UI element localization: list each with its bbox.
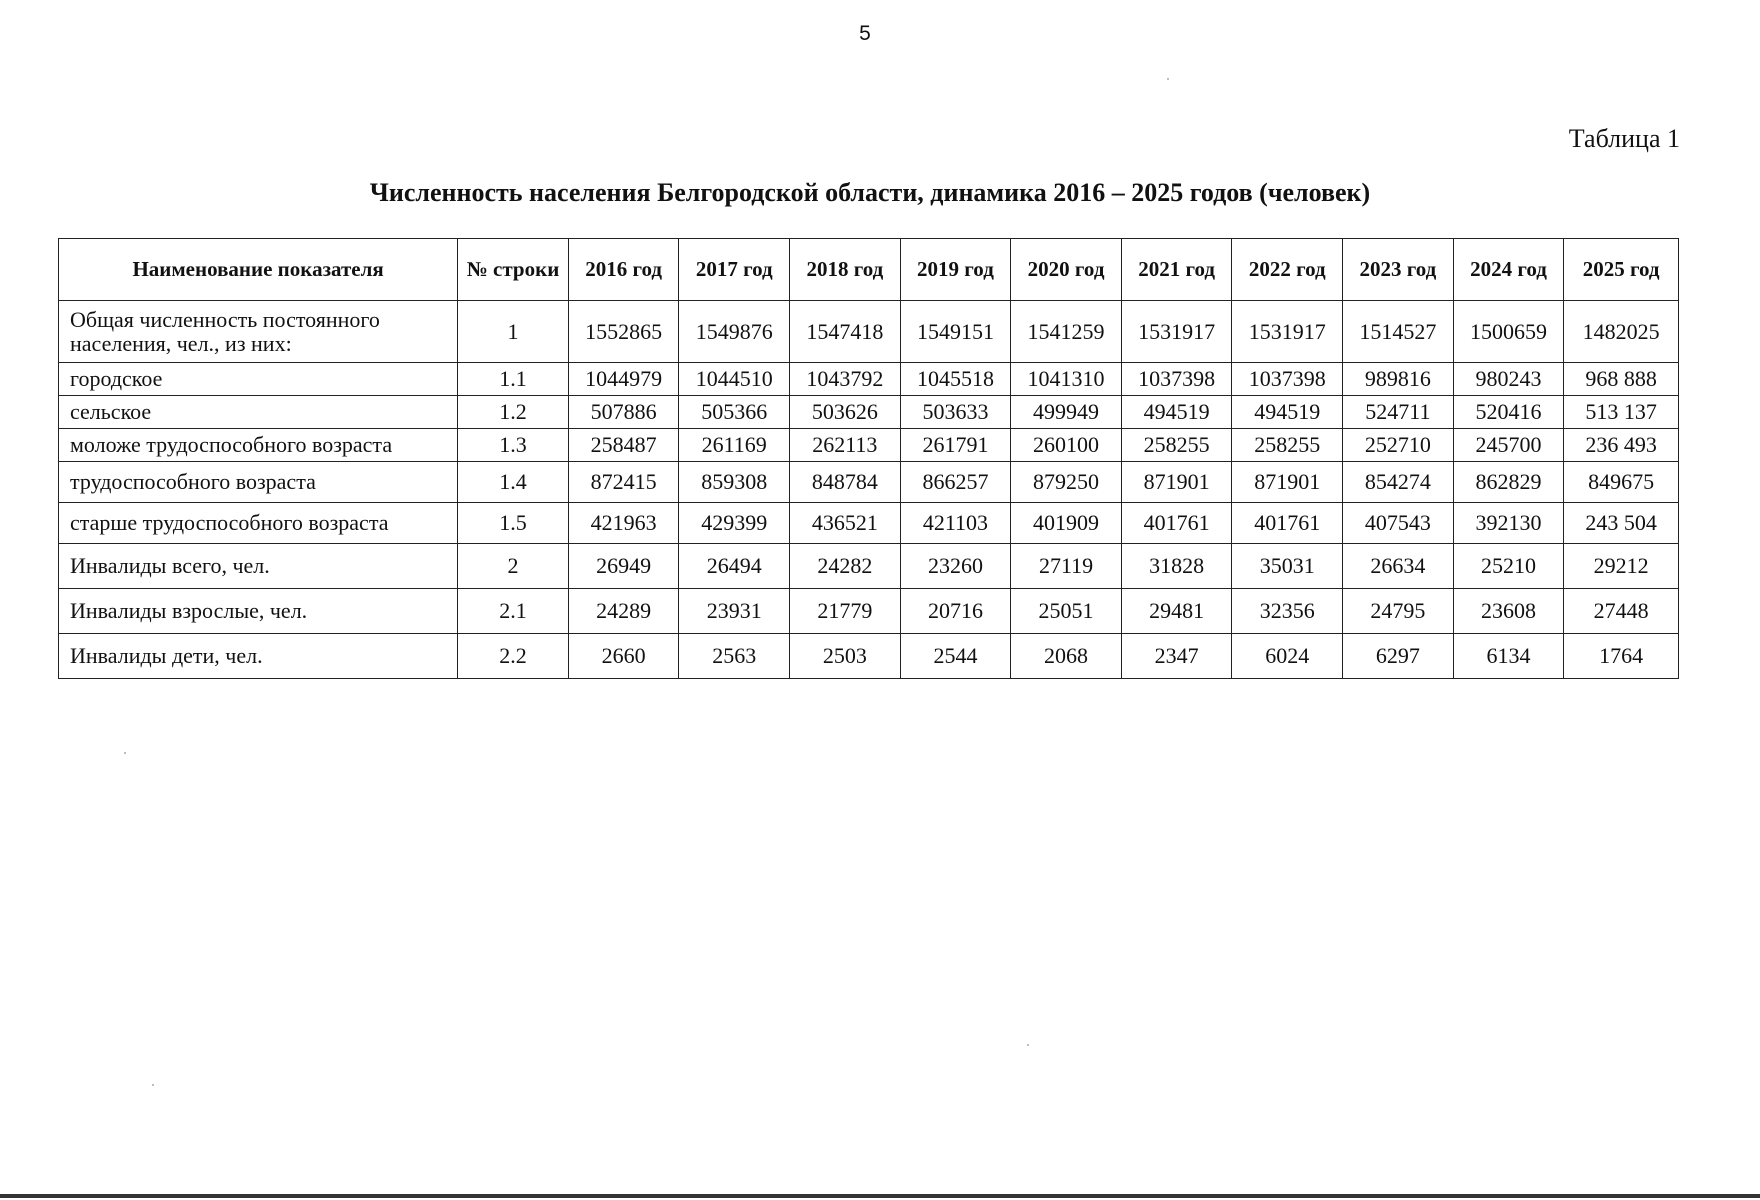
value-cell: 252710 — [1343, 429, 1454, 462]
value-cell: 401761 — [1232, 503, 1343, 544]
table-row — [59, 462, 1679, 503]
value-cell: 1764 — [1564, 634, 1679, 679]
value-cell: 26634 — [1343, 544, 1454, 589]
value-cell: 243 504 — [1564, 503, 1679, 544]
page-number: 5 — [859, 22, 871, 45]
value-cell: 429399 — [679, 503, 790, 544]
table-header-row — [59, 239, 1679, 301]
row-number-cell: 1.3 — [458, 429, 569, 462]
value-cell: 989816 — [1343, 363, 1454, 396]
value-cell: 848784 — [790, 462, 901, 503]
value-cell: 23260 — [900, 544, 1011, 589]
indicator-name-cell: Инвалиды дети, чел. — [59, 634, 458, 679]
value-cell: 872415 — [568, 462, 679, 503]
indicator-name-cell: городское — [59, 363, 458, 396]
scan-speck — [1027, 1044, 1029, 1046]
header-year: 2019 год — [900, 239, 1011, 301]
table-row — [59, 589, 1679, 634]
table-row — [59, 634, 1679, 679]
table-row — [59, 396, 1679, 429]
value-cell: 24282 — [790, 544, 901, 589]
value-cell: 862829 — [1453, 462, 1564, 503]
scan-speck — [124, 752, 126, 754]
value-cell: 513 137 — [1564, 396, 1679, 429]
value-cell: 421103 — [900, 503, 1011, 544]
value-cell: 260100 — [1011, 429, 1122, 462]
value-cell: 507886 — [568, 396, 679, 429]
row-number-cell: 1.2 — [458, 396, 569, 429]
row-number-cell: 1 — [458, 301, 569, 363]
value-cell: 23608 — [1453, 589, 1564, 634]
value-cell: 2660 — [568, 634, 679, 679]
value-cell: 27448 — [1564, 589, 1679, 634]
row-number-cell: 1.5 — [458, 503, 569, 544]
row-number-cell: 2.2 — [458, 634, 569, 679]
value-cell: 1500659 — [1453, 301, 1564, 363]
value-cell: 29212 — [1564, 544, 1679, 589]
value-cell: 503626 — [790, 396, 901, 429]
row-number-cell: 2 — [458, 544, 569, 589]
value-cell: 236 493 — [1564, 429, 1679, 462]
value-cell: 24289 — [568, 589, 679, 634]
value-cell: 1037398 — [1232, 363, 1343, 396]
indicator-name-cell: сельское — [59, 396, 458, 429]
value-cell: 1045518 — [900, 363, 1011, 396]
indicator-name-cell: Инвалиды взрослые, чел. — [59, 589, 458, 634]
value-cell: 871901 — [1121, 462, 1232, 503]
value-cell: 6134 — [1453, 634, 1564, 679]
value-cell: 879250 — [1011, 462, 1122, 503]
page-bottom-edge — [0, 1194, 1760, 1198]
table-body — [59, 301, 1679, 679]
table-row — [59, 363, 1679, 396]
value-cell: 21779 — [790, 589, 901, 634]
document-title: Численность населения Белгородской области, динамика 2016 – 2025 годов (человек) — [369, 178, 1371, 207]
indicator-name-cell: моложе трудоспособного возраста — [59, 429, 458, 462]
table-row — [59, 503, 1679, 544]
value-cell: 1549151 — [900, 301, 1011, 363]
value-cell: 1531917 — [1232, 301, 1343, 363]
value-cell: 1041310 — [1011, 363, 1122, 396]
value-cell: 1037398 — [1121, 363, 1232, 396]
value-cell: 499949 — [1011, 396, 1122, 429]
table-row — [59, 429, 1679, 462]
value-cell: 6024 — [1232, 634, 1343, 679]
value-cell: 1482025 — [1564, 301, 1679, 363]
table-row — [59, 301, 1679, 363]
value-cell: 866257 — [900, 462, 1011, 503]
value-cell: 859308 — [679, 462, 790, 503]
population-table — [58, 238, 1679, 679]
header-indicator-name: Наименование показателя — [59, 239, 458, 301]
value-cell: 32356 — [1232, 589, 1343, 634]
value-cell: 29481 — [1121, 589, 1232, 634]
value-cell: 520416 — [1453, 396, 1564, 429]
value-cell: 24795 — [1343, 589, 1454, 634]
indicator-name-cell: Инвалиды всего, чел. — [59, 544, 458, 589]
value-cell: 262113 — [790, 429, 901, 462]
value-cell: 1552865 — [568, 301, 679, 363]
value-cell: 35031 — [1232, 544, 1343, 589]
header-year: 2022 год — [1232, 239, 1343, 301]
value-cell: 1549876 — [679, 301, 790, 363]
header-year: 2021 год — [1121, 239, 1232, 301]
value-cell: 2068 — [1011, 634, 1122, 679]
value-cell: 2544 — [900, 634, 1011, 679]
header-year: 2018 год — [790, 239, 901, 301]
header-year: 2025 год — [1564, 239, 1679, 301]
scan-speck — [1167, 78, 1169, 80]
value-cell: 1541259 — [1011, 301, 1122, 363]
value-cell: 6297 — [1343, 634, 1454, 679]
scan-speck — [152, 1084, 154, 1086]
value-cell: 26494 — [679, 544, 790, 589]
value-cell: 1547418 — [790, 301, 901, 363]
value-cell: 258255 — [1232, 429, 1343, 462]
value-cell: 1514527 — [1343, 301, 1454, 363]
value-cell: 1531917 — [1121, 301, 1232, 363]
value-cell: 23931 — [679, 589, 790, 634]
value-cell: 494519 — [1121, 396, 1232, 429]
value-cell: 436521 — [790, 503, 901, 544]
indicator-name-cell: трудоспособного возраста — [59, 462, 458, 503]
row-number-cell: 1.1 — [458, 363, 569, 396]
header-year: 2017 год — [679, 239, 790, 301]
value-cell: 31828 — [1121, 544, 1232, 589]
indicator-name-cell: Общая численность постоянного населения, чел., из них: — [59, 301, 458, 363]
value-cell: 968 888 — [1564, 363, 1679, 396]
indicator-name-cell: старше трудоспособного возраста — [59, 503, 458, 544]
header-year: 2023 год — [1343, 239, 1454, 301]
value-cell: 261169 — [679, 429, 790, 462]
value-cell: 25051 — [1011, 589, 1122, 634]
header-year: 2024 год — [1453, 239, 1564, 301]
table-label: Таблица 1 — [1568, 124, 1680, 153]
value-cell: 980243 — [1453, 363, 1564, 396]
row-number-cell: 2.1 — [458, 589, 569, 634]
value-cell: 503633 — [900, 396, 1011, 429]
value-cell: 2347 — [1121, 634, 1232, 679]
value-cell: 2563 — [679, 634, 790, 679]
value-cell: 392130 — [1453, 503, 1564, 544]
value-cell: 849675 — [1564, 462, 1679, 503]
value-cell: 2503 — [790, 634, 901, 679]
value-cell: 421963 — [568, 503, 679, 544]
value-cell: 1044510 — [679, 363, 790, 396]
value-cell: 258487 — [568, 429, 679, 462]
value-cell: 20716 — [900, 589, 1011, 634]
value-cell: 871901 — [1232, 462, 1343, 503]
header-row-number: № строки — [458, 239, 569, 301]
header-year: 2016 год — [568, 239, 679, 301]
value-cell: 401909 — [1011, 503, 1122, 544]
value-cell: 494519 — [1232, 396, 1343, 429]
value-cell: 1043792 — [790, 363, 901, 396]
value-cell: 25210 — [1453, 544, 1564, 589]
value-cell: 1044979 — [568, 363, 679, 396]
value-cell: 854274 — [1343, 462, 1454, 503]
table-row — [59, 544, 1679, 589]
value-cell: 261791 — [900, 429, 1011, 462]
value-cell: 26949 — [568, 544, 679, 589]
value-cell: 258255 — [1121, 429, 1232, 462]
value-cell: 27119 — [1011, 544, 1122, 589]
value-cell: 407543 — [1343, 503, 1454, 544]
value-cell: 524711 — [1343, 396, 1454, 429]
value-cell: 401761 — [1121, 503, 1232, 544]
value-cell: 245700 — [1453, 429, 1564, 462]
header-year: 2020 год — [1011, 239, 1122, 301]
value-cell: 505366 — [679, 396, 790, 429]
row-number-cell: 1.4 — [458, 462, 569, 503]
